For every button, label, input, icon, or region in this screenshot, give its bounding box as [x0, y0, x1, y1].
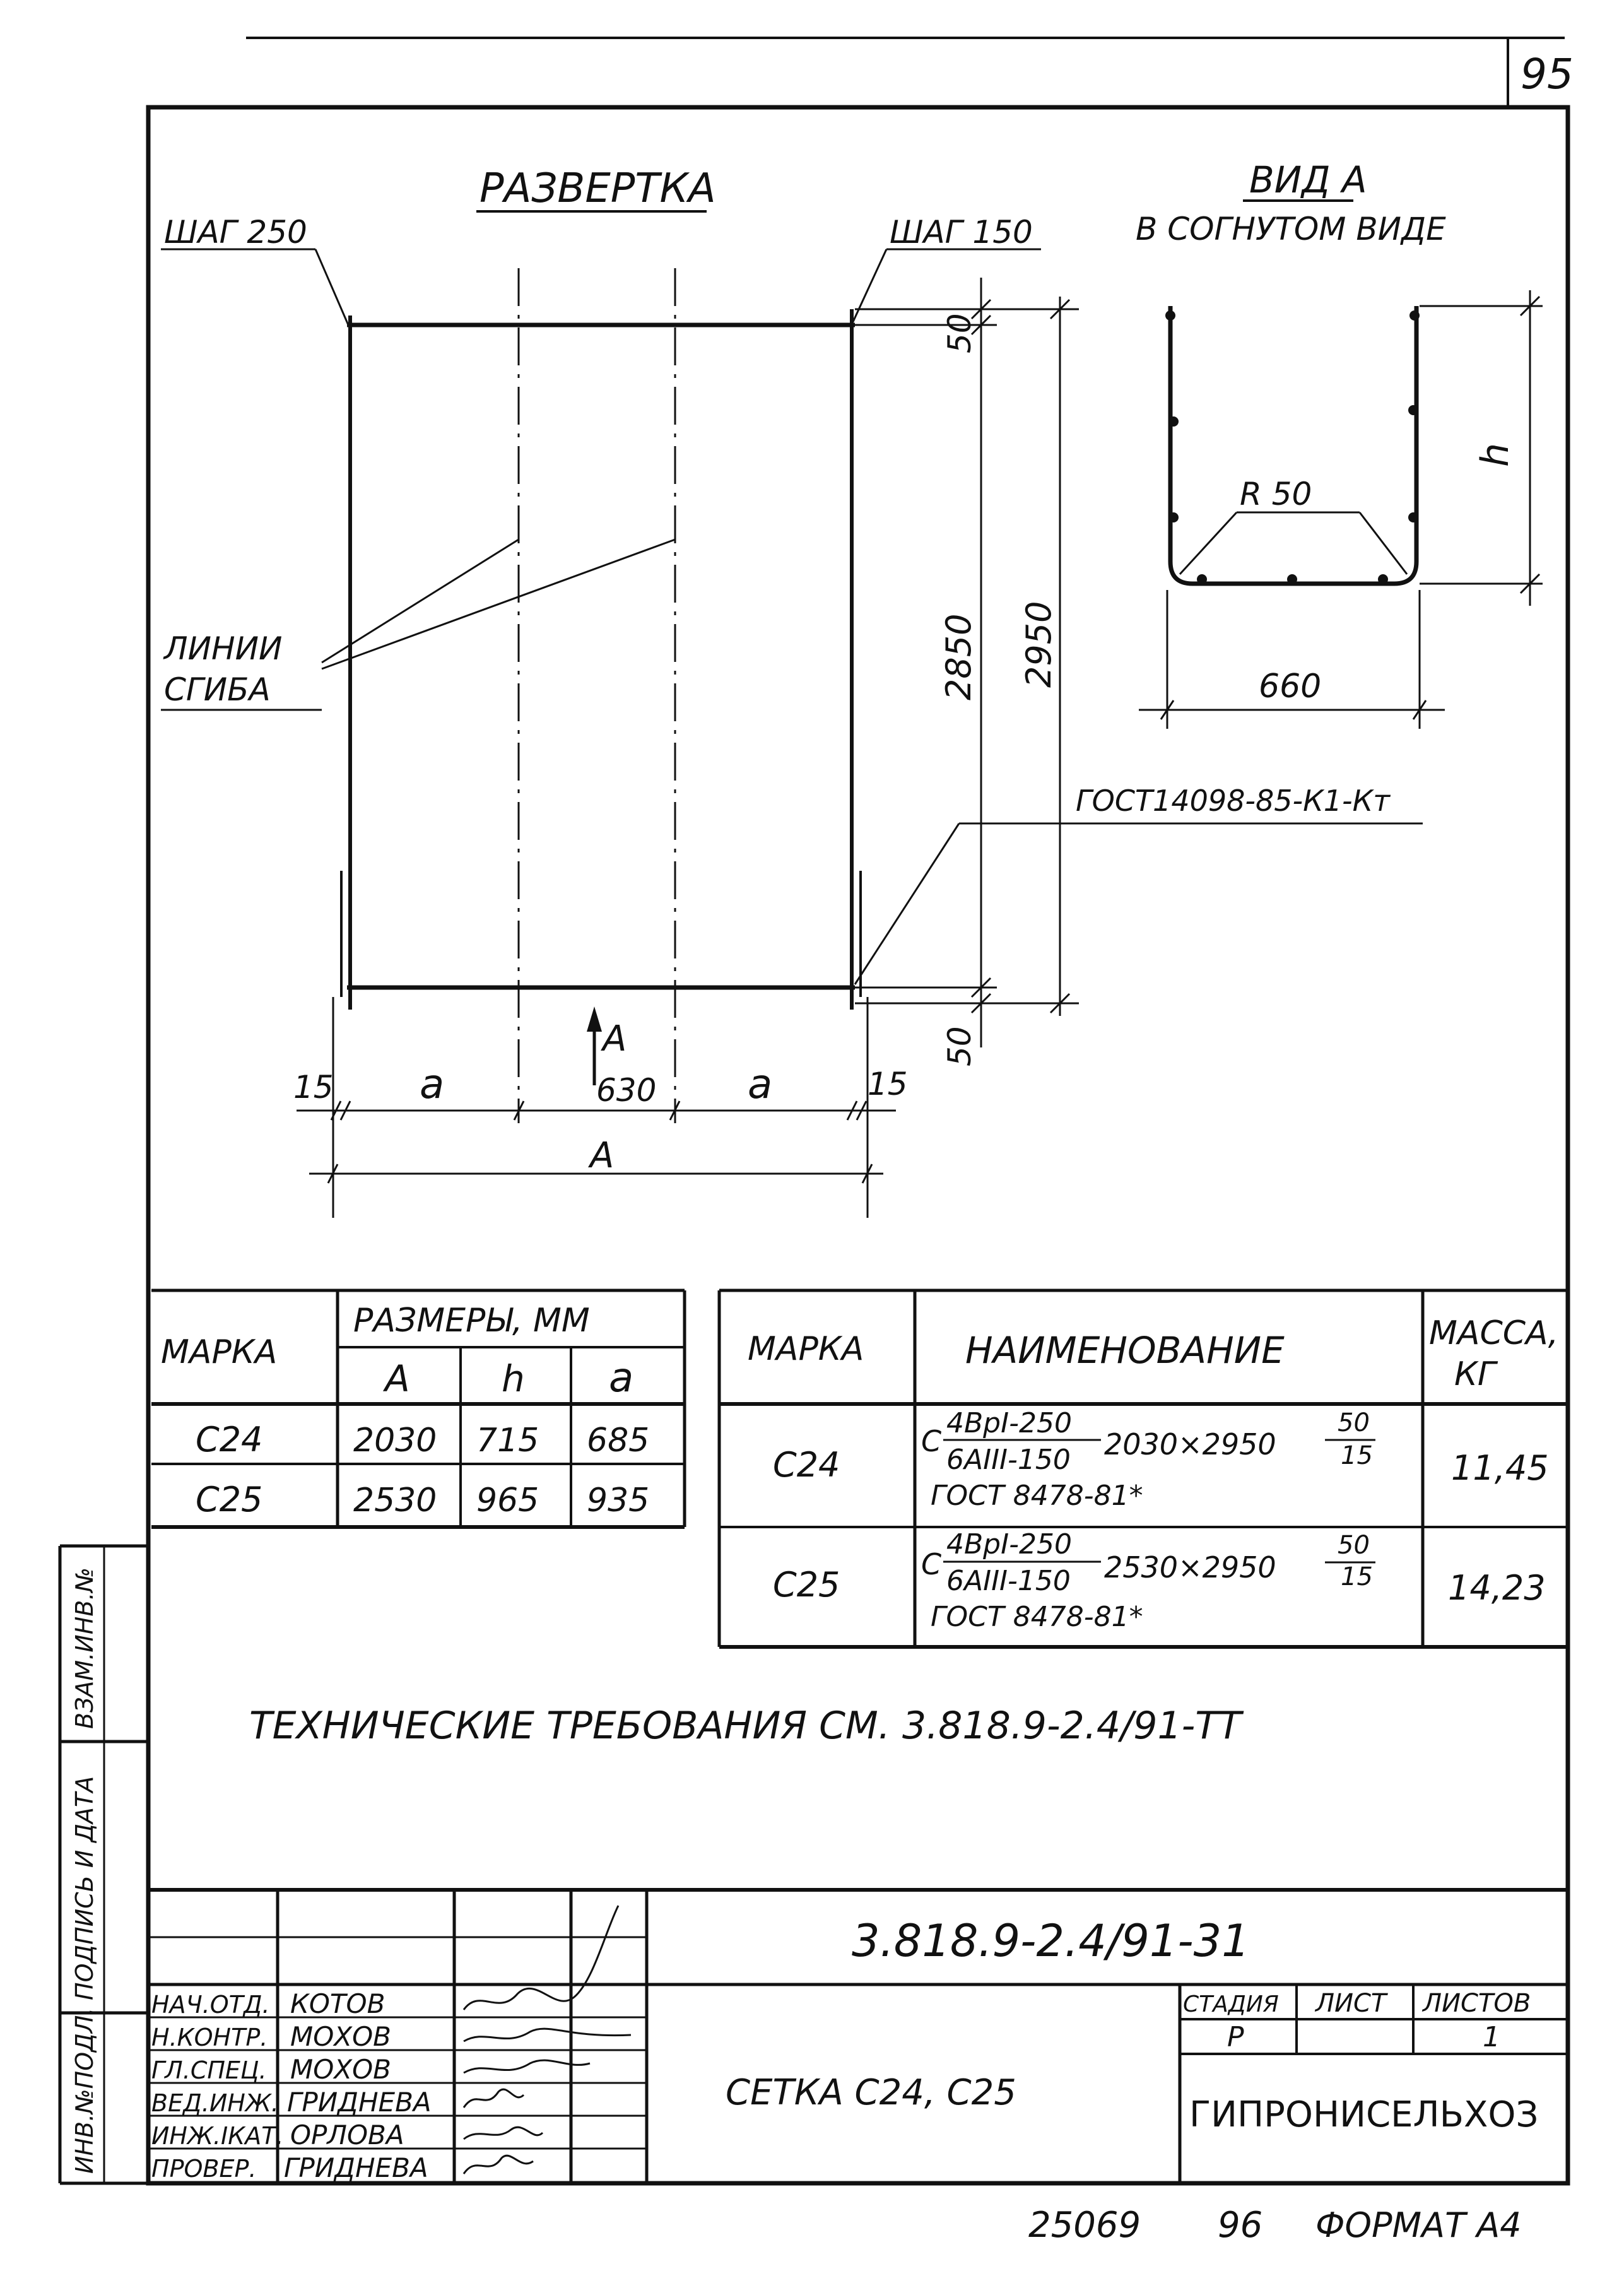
sizes-col-h: h	[502, 1357, 525, 1400]
dim-630: 630	[596, 1072, 657, 1109]
sizes-row-A: 2530	[353, 1482, 437, 1519]
view-a	[1136, 158, 1543, 729]
development-title: РАЗВЕРТКА	[480, 165, 716, 212]
spec-row-prefix: С	[921, 1547, 942, 1581]
sizes-row-mark: С25	[196, 1480, 263, 1519]
role-label: ГЛ.СПЕЦ.	[151, 2056, 267, 2084]
dim-15-right: 15	[868, 1066, 908, 1102]
spec-row-frac-num: 50	[1338, 1408, 1370, 1437]
role-label: Н.КОНТР.	[151, 2024, 268, 2051]
organization: ГИПРОНИСЕЛЬХОЗ	[1189, 2094, 1539, 2135]
spec-row-den: 6АIII-150	[946, 1444, 1071, 1476]
gost-note: ГОСТ14098-85-К1-Кт	[1076, 784, 1391, 818]
dim-h-label: h	[1473, 442, 1517, 467]
spec-header-name: НАИМЕНОВАНИЕ	[965, 1329, 1285, 1372]
arrow-a-label: A	[603, 1018, 627, 1059]
sizes-col-a: a	[609, 1355, 634, 1401]
role-label: ВЕД.ИНЖ.	[151, 2089, 279, 2117]
dim-a-right: a	[748, 1061, 773, 1108]
spec-row-den: 6АIII-150	[946, 1565, 1071, 1597]
dim-660: 660	[1259, 668, 1322, 705]
spec-row-gost: ГОСТ 8478-81*	[931, 1480, 1143, 1512]
view-a-subtitle: В СОГНУТОМ ВИДЕ	[1136, 211, 1446, 247]
sizes-row-mark: С24	[196, 1420, 263, 1459]
role-label: НАЧ.ОТД.	[151, 1991, 270, 2019]
spec-row-frac-num: 50	[1338, 1531, 1370, 1560]
title-block	[148, 1890, 1568, 2183]
spec-row-mass: 11,45	[1451, 1448, 1549, 1488]
sizes-row-A: 2030	[353, 1422, 437, 1459]
bend-lines-label-2: СГИБА	[164, 671, 271, 708]
sheet-label: ЛИСТ	[1315, 1989, 1387, 2018]
dim-2950: 2950	[1019, 601, 1059, 688]
step-right-label: ШАГ 150	[890, 214, 1033, 251]
sizes-col-a-upper: A	[385, 1357, 410, 1400]
sizes-table	[151, 1290, 685, 1527]
spec-row-prefix: С	[921, 1424, 942, 1458]
spec-row-mark: С24	[773, 1445, 840, 1485]
bend-lines-label: ЛИНИИ	[164, 630, 283, 667]
doc-code: 3.818.9-2.4/91-31	[852, 1915, 1250, 1967]
spec-row-mark: С25	[773, 1565, 840, 1605]
person-name: ОРЛОВА	[290, 2120, 404, 2150]
sizes-header-mark: МАРКА	[161, 1333, 278, 1371]
sheet-frame	[148, 107, 1568, 2183]
sizes-row-a: 935	[587, 1482, 650, 1519]
footer-number: 25069	[1028, 2205, 1141, 2246]
spec-row-frac-den: 15	[1341, 1441, 1373, 1470]
spec-table	[719, 1290, 1568, 1647]
spec-row-gost: ГОСТ 8478-81*	[931, 1601, 1143, 1633]
dim-50-bottom: 50	[941, 1026, 978, 1066]
stage-value: Р	[1227, 2021, 1244, 2053]
spec-header-mass: МАССА,	[1429, 1314, 1559, 1352]
development-view	[161, 165, 1423, 1218]
role-label: ПРОВЕР.	[151, 2155, 257, 2183]
side-label-inv-podl: ИНВ.№ПОДЛ.	[71, 2007, 98, 2174]
sheets-label: ЛИСТОВ	[1423, 1989, 1531, 2018]
sizes-header-sizes: РАЗМЕРЫ, ММ	[353, 1302, 590, 1340]
spec-row-mass: 14,23	[1448, 1568, 1546, 1608]
signatures	[464, 1906, 631, 2174]
stage-label: СТАДИЯ	[1183, 1991, 1279, 2017]
spec-row-num: 4ВрI-250	[946, 1528, 1072, 1560]
tech-requirements-note: ТЕХНИЧЕСКИЕ ТРЕБОВАНИЯ СМ. 3.818.9-2.4/91-ТТ	[249, 1704, 1242, 1748]
view-a-title: ВИД А	[1249, 158, 1367, 201]
radius-label: R 50	[1240, 476, 1312, 512]
spec-row-size: 2030×2950	[1104, 1427, 1276, 1461]
drawing-title: СЕТКА С24, С25	[726, 2072, 1016, 2113]
person-name: КОТОВ	[290, 1988, 385, 2019]
spec-row-frac-den: 15	[1341, 1562, 1373, 1591]
side-label-inv-vzam: ВЗАМ.ИНВ.№	[71, 1567, 98, 1729]
side-label-podpis: ПОДПИСЬ И ДАТА	[71, 1776, 98, 2000]
person-name: ГРИДНЕВА	[287, 2087, 432, 2118]
sheets-value: 1	[1483, 2021, 1500, 2053]
dim-a-total: A	[590, 1135, 615, 1176]
dim-a-left: a	[420, 1061, 445, 1108]
spec-header-mass-unit: КГ	[1454, 1355, 1496, 1393]
side-strip	[60, 1546, 148, 2183]
spec-row-size: 2530×2950	[1104, 1550, 1276, 1584]
role-label: ИНЖ.IКАТ.	[151, 2122, 284, 2150]
dim-2850: 2850	[939, 613, 979, 700]
step-left-label: ШАГ 250	[164, 214, 307, 251]
dim-50-top: 50	[941, 313, 978, 353]
person-name: ГРИДНЕВА	[284, 2152, 428, 2183]
person-name: МОХОВ	[290, 2021, 391, 2052]
person-name: МОХОВ	[290, 2054, 391, 2085]
sizes-row-h: 965	[476, 1482, 539, 1519]
dim-15-left: 15	[293, 1069, 334, 1106]
footer-page: 96	[1218, 2205, 1263, 2246]
footer-format: ФОРМАТ А4	[1315, 2205, 1522, 2245]
spec-header-mark: МАРКА	[748, 1330, 864, 1368]
sizes-row-h: 715	[476, 1422, 539, 1459]
sheet-number: 95	[1521, 50, 1574, 98]
sizes-row-a: 685	[587, 1422, 650, 1459]
spec-row-num: 4ВрI-250	[946, 1407, 1072, 1439]
